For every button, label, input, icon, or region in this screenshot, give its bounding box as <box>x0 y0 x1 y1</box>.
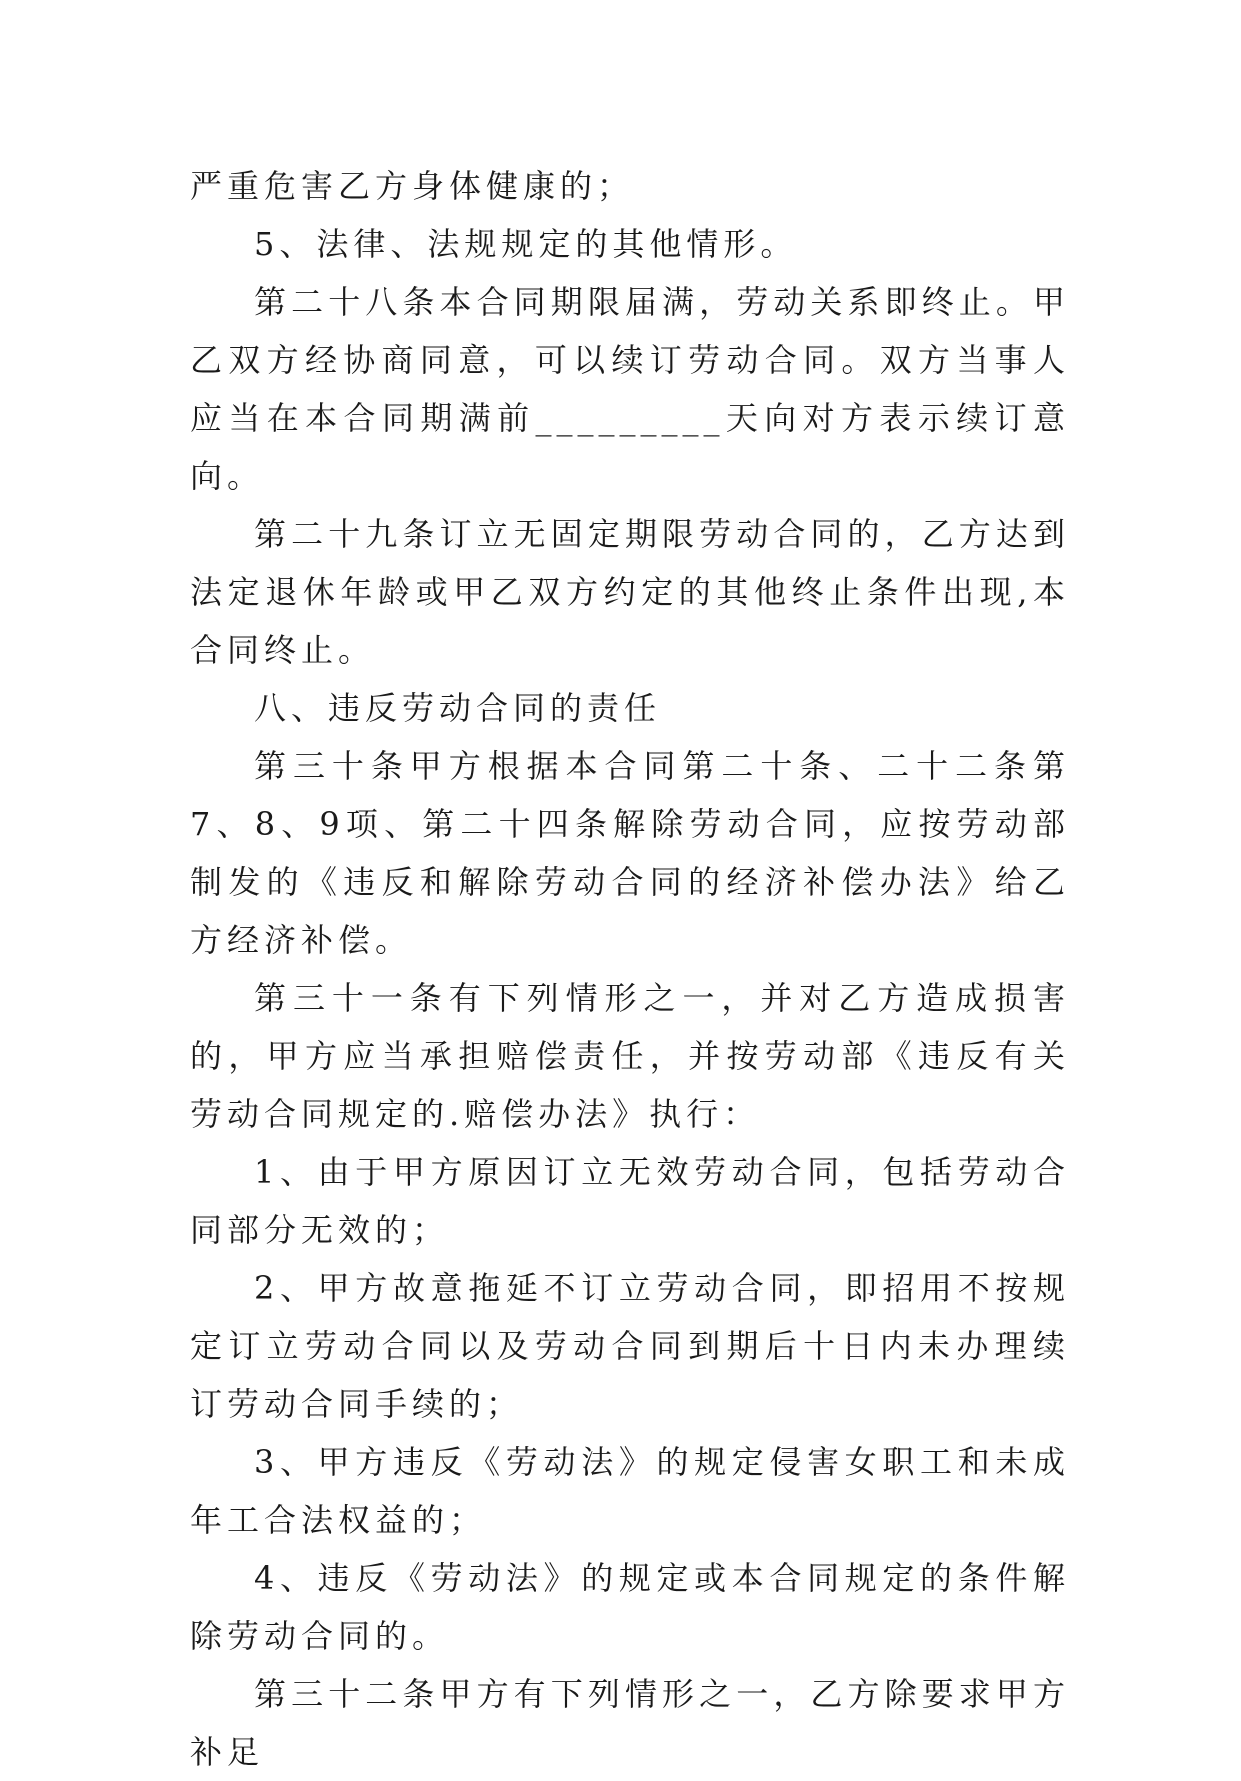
paragraph-2: 5、法律、法规规定的其他情形。 <box>254 225 798 263</box>
list-item-3: 3、甲方违反《劳动法》的规定侵害女职工和未成年工合法权益的； <box>190 1443 1070 1539</box>
paragraph-1: 严重危害乙方身体健康的； <box>190 167 635 205</box>
paragraph-7: 第三十一条有下列情形之一，并对乙方造成损害的，甲方应当承担赔偿责任，并按劳动部《违反有关劳动合同规定的.赔偿办法》执行： <box>190 979 1070 1133</box>
paragraph-3: 第二十八条本合同期限届满，劳动关系即终止。甲乙双方经协商同意，可以续订劳动合同。双方当事人应当在本合同期满前_________天向对方表示续订意向。 <box>190 283 1070 495</box>
paragraph-6: 第三十条甲方根据本合同第二十条、二十二条第7、8、9项、第二十四条解除劳动合同，应按劳动部制发的《违反和解除劳动合同的经济补偿办法》给乙方经济补偿。 <box>190 747 1070 959</box>
document-body <box>190 157 1070 1781</box>
list-item-2: 2、甲方故意拖延不订立劳动合同，即招用不按规定订立劳动合同以及劳动合同到期后十日内未办理续订劳动合同手续的； <box>190 1269 1070 1423</box>
paragraph-12: 第三十二条甲方有下列情形之一，乙方除要求甲方补足 <box>190 1675 1070 1771</box>
paragraph-4: 第二十九条订立无固定期限劳动合同的，乙方达到法定退休年龄或甲乙双方约定的其他终止条件出现,本合同终止。 <box>190 515 1070 669</box>
list-item-4: 4、违反《劳动法》的规定或本合同规定的条件解除劳动合同的。 <box>190 1559 1070 1655</box>
list-item-1: 1、由于甲方原因订立无效劳动合同，包括劳动合同部分无效的； <box>190 1153 1070 1249</box>
section-heading: 八、违反劳动合同的责任 <box>254 689 662 727</box>
